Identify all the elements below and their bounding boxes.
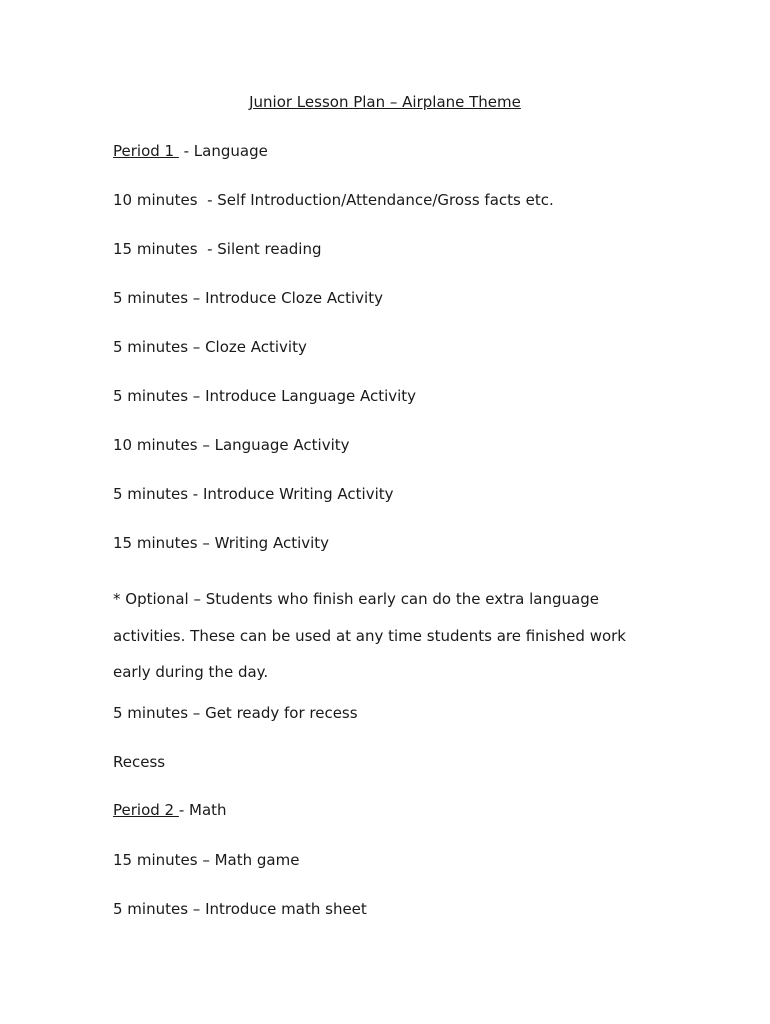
- schedule-line: 10 minutes - Self Introduction/Attendance/Gross facts etc.: [113, 191, 554, 209]
- period-2-subject: - Math: [178, 801, 227, 819]
- period-1-label: Period 1: [113, 142, 179, 160]
- period-1-heading: [113, 141, 268, 161]
- document-title-text: Junior Lesson Plan – Airplane Theme: [249, 93, 521, 111]
- schedule-line: 5 minutes – Introduce math sheet: [113, 900, 367, 918]
- schedule-line: 15 minutes - Silent reading: [113, 240, 322, 258]
- schedule-line: 5 minutes – Cloze Activity: [113, 338, 307, 356]
- schedule-line: 10 minutes – Language Activity: [113, 436, 350, 454]
- period-2-label: Period 2: [113, 801, 179, 819]
- schedule-line: 5 minutes – Introduce Language Activity: [113, 387, 417, 405]
- period-2-heading: [113, 800, 227, 820]
- schedule-line: 5 minutes – Introduce Cloze Activity: [113, 289, 383, 307]
- schedule-line: 15 minutes – Writing Activity: [113, 534, 330, 552]
- optional-note: * Optional – Students who finish early can do the extra language activities. These can be used at any time students are finished work early during the day.: [113, 590, 626, 681]
- schedule-line: 5 minutes – Get ready for recess: [113, 704, 358, 722]
- schedule-line: 5 minutes - Introduce Writing Activity: [113, 485, 394, 503]
- recess-line: Recess: [113, 753, 166, 771]
- schedule-line: 15 minutes – Math game: [113, 851, 300, 869]
- document-title: [0, 92, 770, 112]
- period-1-subject: - Language: [178, 142, 268, 160]
